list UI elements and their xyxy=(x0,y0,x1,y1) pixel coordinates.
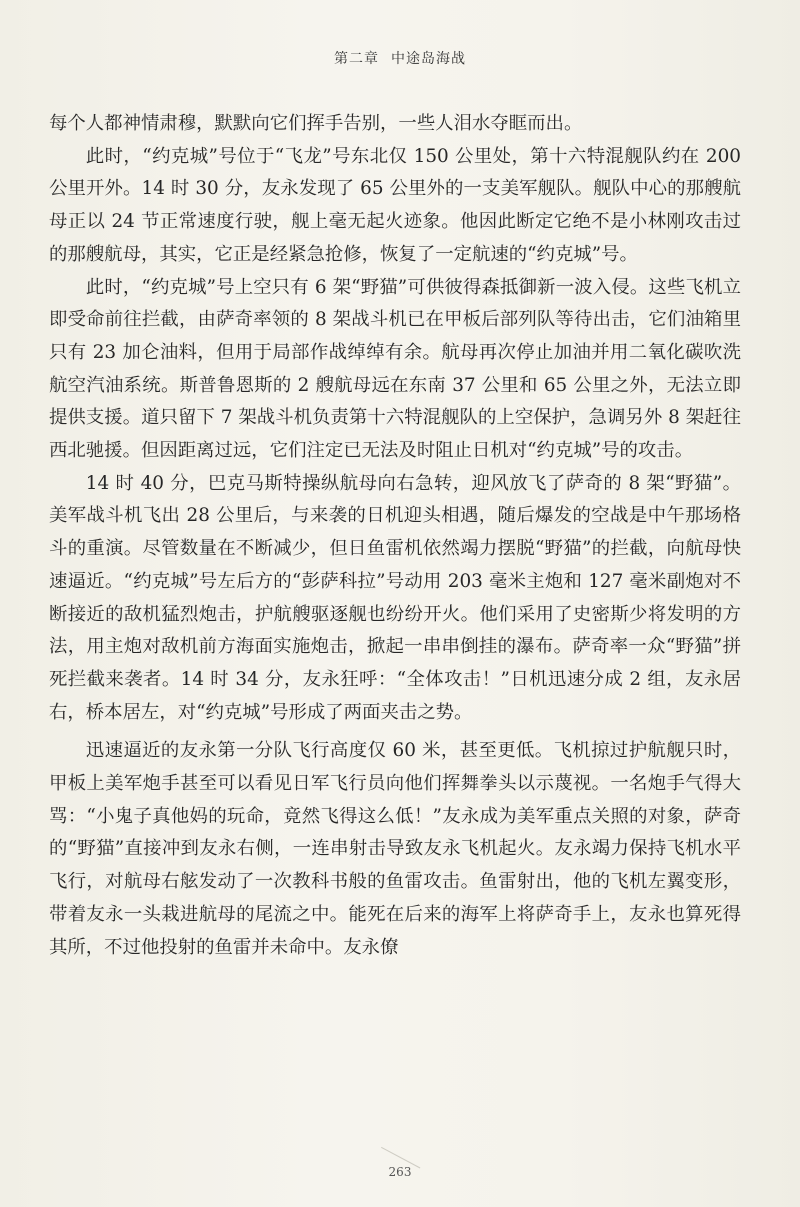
paragraph-3: 此时，“约克城”号上空只有 6 架“野猫”可供彼得森抵御新一波入侵。这些飞机立即受命前往拦截，由萨奇率领的 8 架战斗机已在甲板后部列队等待出击，它们油箱里只有 23 加仑油料，但用于局部作战绰绰有余。航母再次停止加油并用二氧化碳吹洗航空汽油系统。斯普鲁恩斯的 2 艘航母远在东南 37 公里和 65 公里之外，无法立即提供支援。道只留下 7 架战斗机负责第十六特混舰队的上空保护，急调另外 8 架赶往西北驰援。但因距离过远，它们注定已无法及时阻止日机对“约克城”号的攻击。 xyxy=(49,276,741,462)
paragraph-1: 每个人都神情肃穆，默默向它们挥手告别，一些人泪水夺眶而出。 xyxy=(49,113,583,134)
chapter-title: 中途岛海战 xyxy=(391,51,466,67)
body-text xyxy=(49,108,741,964)
paragraph-2: 此时，“约克城”号位于“飞龙”号东北仅 150 公里处，第十六特混舰队约在 200 公里开外。14 时 30 分，友永发现了 65 公里外的一支美军舰队。舰队中心的那艘航母正以 24 节正常速度行驶，舰上毫无起火迹象。他因此断定它绝不是小林刚攻击过的那艘航母，其实，它正是经紧急抢修，恢复了一定航速的“约克城”号。 xyxy=(49,145,741,265)
paragraph-5: 迅速逼近的友永第一分队飞行高度仅 60 米，甚至更低。飞机掠过护航舰只时，甲板上美军炮手甚至可以看见日军飞行员向他们挥舞拳头以示蔑视。一名炮手气得大骂：“小鬼子真他妈的玩命，竟然飞得这么低！”友永成为美军重点关照的对象，萨奇的“野猫”直接冲到友永右侧，一连串射击导致友永飞机起火。友永竭力保持飞机水平飞行，对航母右舷发动了一次教科书般的鱼雷攻击。鱼雷射出，他的飞机左翼变形，带着友永一头栽进航母的尾流之中。能死在后来的海军上将萨奇手上，友永也算死得其所，不过他投射的鱼雷并未命中。友永僚 xyxy=(49,740,741,958)
page-number: 263 xyxy=(388,1165,412,1179)
chapter-label: 第二章 xyxy=(334,51,379,67)
running-header xyxy=(0,48,800,68)
paragraph-4: 14 时 40 分，巴克马斯特操纵航母向右急转，迎风放飞了萨奇的 8 架“野猫”。美军战斗机飞出 28 公里后，与来袭的日机迎头相遇，随后爆发的空战是中午那场格斗的重演。尽管数量在不断减少，但日鱼雷机依然竭力摆脱“野猫”的拦截，向航母快速逼近。“约克城”号左后方的“彭萨科拉”号动用 203 毫米主炮和 127 毫米副炮对不断接近的敌机猛烈炮击，护航艘驱逐舰也纷纷开火。他们采用了史密斯少将发明的方法，用主炮对敌机前方海面实施炮击，掀起一串串倒挂的瀑布。萨奇率一众“野猫”拼死拦截来袭者。14 时 34 分，友永狂呼：“全体攻击！”日机迅速分成 2 组，友永居右，桥本居左，对“约克城”号形成了两面夹击之势。 xyxy=(49,472,741,723)
